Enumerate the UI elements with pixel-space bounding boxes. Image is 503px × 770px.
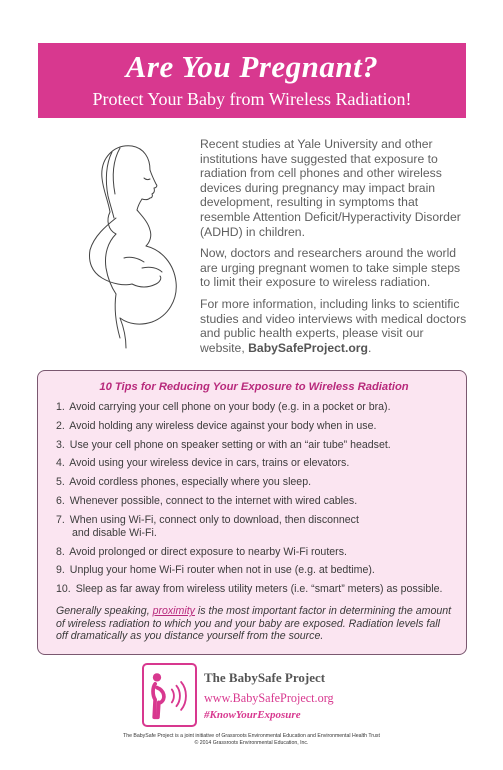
tip-number: 2.: [56, 419, 65, 432]
tip-item: [56, 546, 452, 559]
footer: [0, 733, 503, 747]
tip-text: Avoid cordless phones, especially where you sleep.: [69, 476, 312, 489]
summary-after: is the most important factor in determining the amount of wireless radiation to which you and your baby are exposed. Radiation levels fall off dramatically as you distance yourself from the source.: [56, 605, 452, 643]
summary-emphasis: proximity: [152, 605, 195, 618]
tip-number: 8.: [56, 545, 65, 558]
logo-url[interactable]: www.BabySafeProject.org: [204, 691, 334, 705]
tip-item: [56, 495, 452, 508]
website-link[interactable]: BabySafeProject.org: [248, 340, 368, 355]
tip-number: 3.: [56, 438, 65, 451]
tip-text: Avoid carrying your cell phone on your body (e.g. in a pocket or bra).: [69, 401, 391, 413]
intro-paragraph-2: Now, doctors and researchers around the world are urging pregnant women to take simple steps to limit their exposure to wireless radiation.: [200, 246, 461, 290]
intro-paragraph-3: [200, 297, 468, 355]
tip-number: 9.: [56, 564, 65, 577]
logo-name: The BabySafe Project: [204, 670, 326, 685]
title-banner: [38, 43, 466, 118]
tip-text-continued: and disable Wi-Fi.: [72, 526, 157, 539]
tip-number: 5.: [56, 476, 65, 489]
tip-item: [56, 564, 452, 577]
logo-text: [204, 663, 362, 722]
page-subtitle: Protect Your Baby from Wireless Radiation!: [92, 89, 412, 109]
tip-text: Unplug your home Wi-Fi router when not in use (e.g. at bedtime).: [69, 564, 375, 577]
tip-number: 7.: [56, 513, 65, 526]
intro-paragraph-3-text: For more information, including links to scientific studies and video interviews with medical doctors and public health experts, please visit our website,: [200, 296, 467, 355]
tip-text: Sleep as far away from wireless utility meters (i.e. “smart” meters) as possible.: [75, 583, 443, 596]
tip-number: 6.: [56, 494, 65, 507]
intro-text: [200, 137, 468, 362]
tip-text: When using Wi-Fi, connect only to download, then disconnect: [69, 513, 359, 526]
tips-title: 10 Tips for Reducing Your Exposure to Wireless Radiation: [99, 381, 409, 393]
pregnant-woman-wireless-waves-icon: [142, 663, 197, 727]
babysafe-logo: [142, 663, 362, 727]
summary-before: Generally speaking,: [56, 605, 153, 618]
tip-text: Avoid using your wireless device in cars, trains or elevators.: [69, 457, 350, 470]
tip-number: 4.: [56, 457, 65, 470]
tip-item: [56, 439, 452, 452]
tip-text: Avoid prolonged or direct exposure to nearby Wi-Fi routers.: [69, 545, 347, 558]
tip-item: [56, 457, 452, 470]
intro-paragraph-1: Recent studies at Yale University and other institutions have suggested that exposure to radiation from cell phones and other wireless devices during pregnancy may impact brain development, resulting in symptoms that resemble Attention Deficit/Hyperactivity Disorder (ADHD) in children.: [200, 137, 461, 239]
tip-item: [56, 514, 452, 540]
tip-item: [56, 583, 452, 596]
tip-item: [56, 420, 452, 433]
tip-item: [56, 401, 452, 414]
tip-text: Whenever possible, connect to the internet with wired cables.: [69, 494, 358, 507]
tip-text: Avoid holding any wireless device against your body when in use.: [69, 419, 377, 432]
tip-text: Use your cell phone on speaker setting or with an “air tube” headset.: [69, 438, 391, 451]
tip-number: 10.: [56, 583, 71, 596]
pregnant-woman-illustration: [72, 138, 202, 350]
logo-hashtag: #KnowYourExposure: [204, 709, 301, 721]
tips-box: [37, 370, 467, 655]
tip-number: 1.: [56, 401, 65, 413]
footer-line-1: The BabySafe Project is a joint initiative of Grassroots Environmental Education and Environmental Health Trust: [123, 733, 380, 739]
intro-period: .: [368, 340, 372, 355]
footer-copyright: © 2014 Grassroots Environmental Education, Inc.: [194, 740, 309, 746]
page-title: Are You Pregnant?: [125, 49, 379, 84]
tip-item: [56, 476, 452, 489]
tips-summary: [56, 605, 452, 643]
